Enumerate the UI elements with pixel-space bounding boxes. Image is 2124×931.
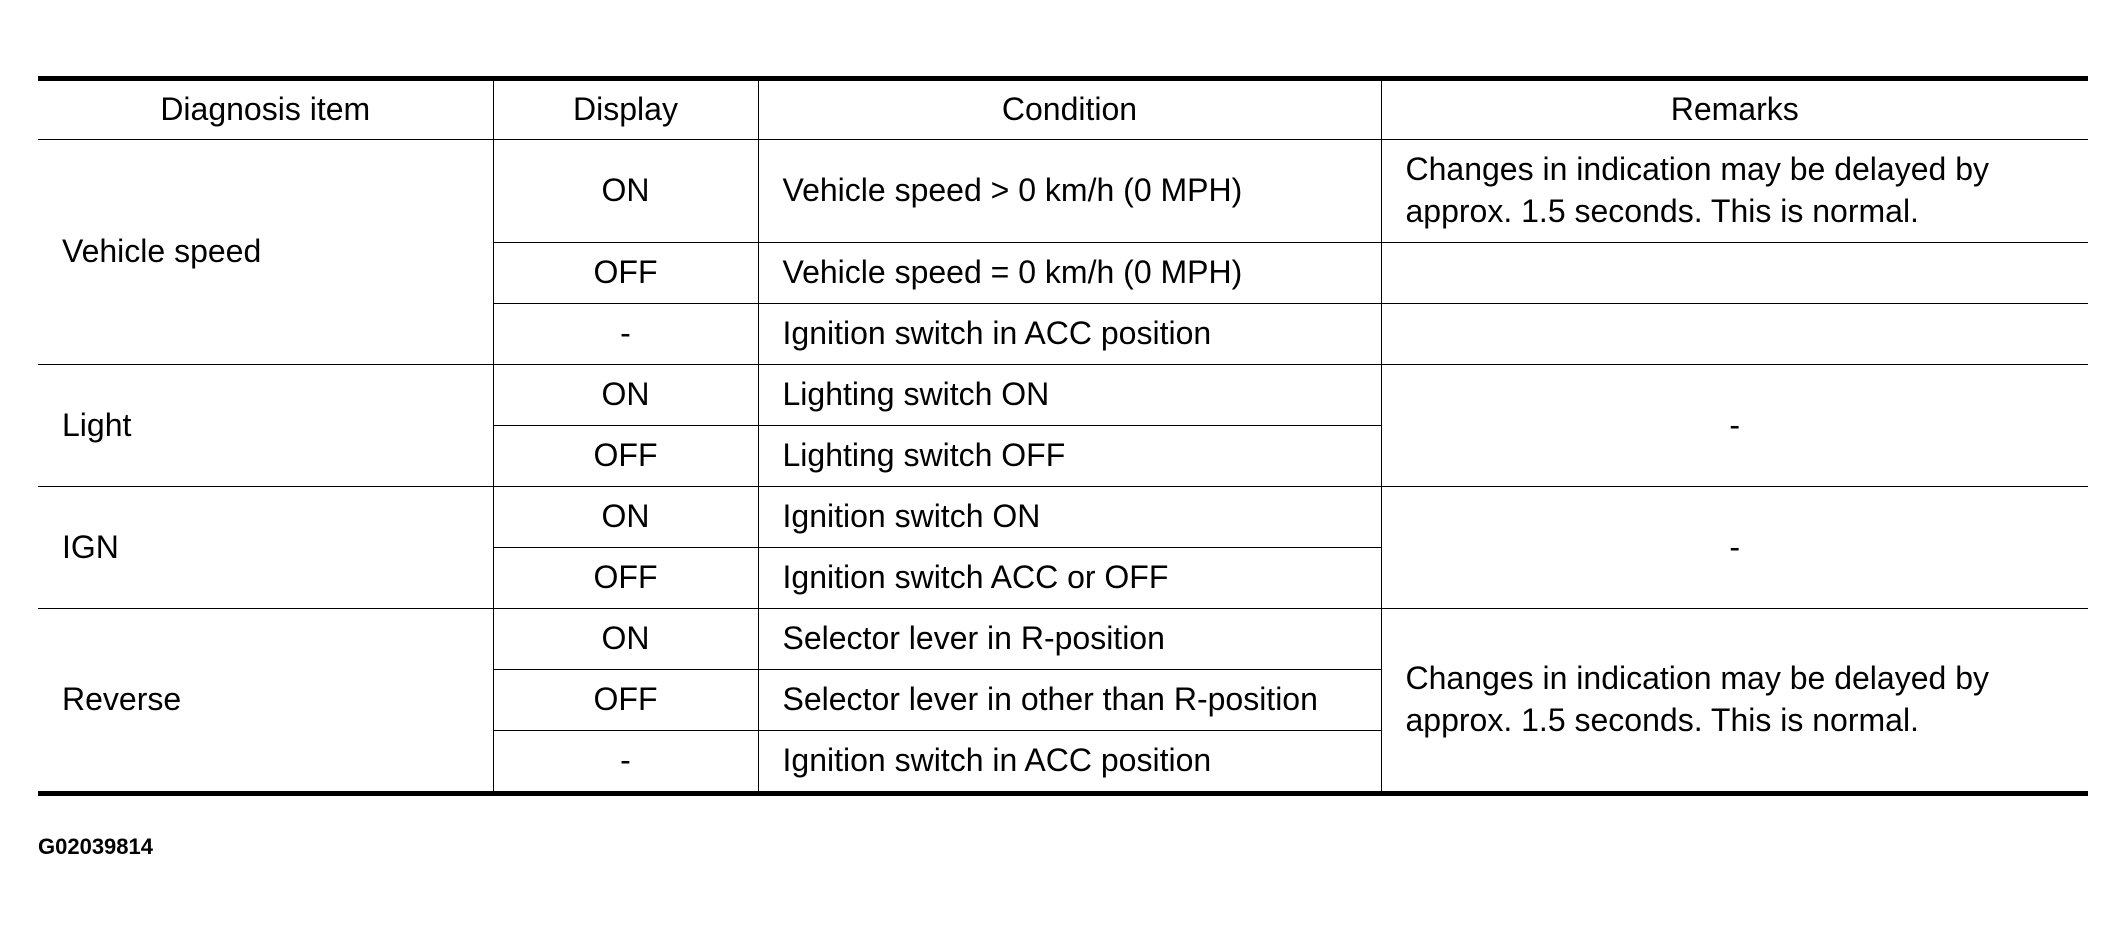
display-cell: ON: [493, 140, 758, 243]
table-row: [38, 365, 2088, 426]
display-cell: -: [493, 304, 758, 365]
figure-id: G02039814: [38, 834, 153, 859]
display-cell: OFF: [493, 670, 758, 731]
header-diagnosis-item: Diagnosis item: [38, 79, 493, 140]
diagnosis-table: [38, 76, 2088, 796]
table-row: [38, 609, 2088, 670]
condition-cell: Lighting switch OFF: [758, 426, 1381, 487]
remarks-cell: -: [1381, 487, 2088, 609]
display-cell: -: [493, 731, 758, 794]
condition-cell: Ignition switch in ACC position: [758, 304, 1381, 365]
display-cell: ON: [493, 365, 758, 426]
display-cell: ON: [493, 609, 758, 670]
table-row: [38, 487, 2088, 548]
header-remarks: Remarks: [1381, 79, 2088, 140]
item-vehicle-speed: Vehicle speed: [38, 140, 493, 365]
table-header-row: [38, 79, 2088, 140]
condition-cell: Ignition switch ACC or OFF: [758, 548, 1381, 609]
display-cell: ON: [493, 487, 758, 548]
item-ign: IGN: [38, 487, 493, 609]
condition-cell: Selector lever in R-position: [758, 609, 1381, 670]
header-display: Display: [493, 79, 758, 140]
condition-cell: Selector lever in other than R-position: [758, 670, 1381, 731]
remarks-cell: [1381, 243, 2088, 304]
remarks-cell: Changes in indication may be delayed by approx. 1.5 seconds. This is normal.: [1381, 140, 2088, 243]
display-cell: OFF: [493, 548, 758, 609]
display-cell: OFF: [493, 243, 758, 304]
remarks-cell: Changes in indication may be delayed by approx. 1.5 seconds. This is normal.: [1381, 609, 2088, 794]
remarks-cell: [1381, 304, 2088, 365]
item-light: Light: [38, 365, 493, 487]
display-cell: OFF: [493, 426, 758, 487]
condition-cell: Lighting switch ON: [758, 365, 1381, 426]
header-condition: Condition: [758, 79, 1381, 140]
item-reverse: Reverse: [38, 609, 493, 794]
condition-cell: Vehicle speed = 0 km/h (0 MPH): [758, 243, 1381, 304]
table-row: [38, 140, 2088, 243]
condition-cell: Vehicle speed > 0 km/h (0 MPH): [758, 140, 1381, 243]
condition-cell: Ignition switch ON: [758, 487, 1381, 548]
remarks-cell: -: [1381, 365, 2088, 487]
condition-cell: Ignition switch in ACC position: [758, 731, 1381, 794]
